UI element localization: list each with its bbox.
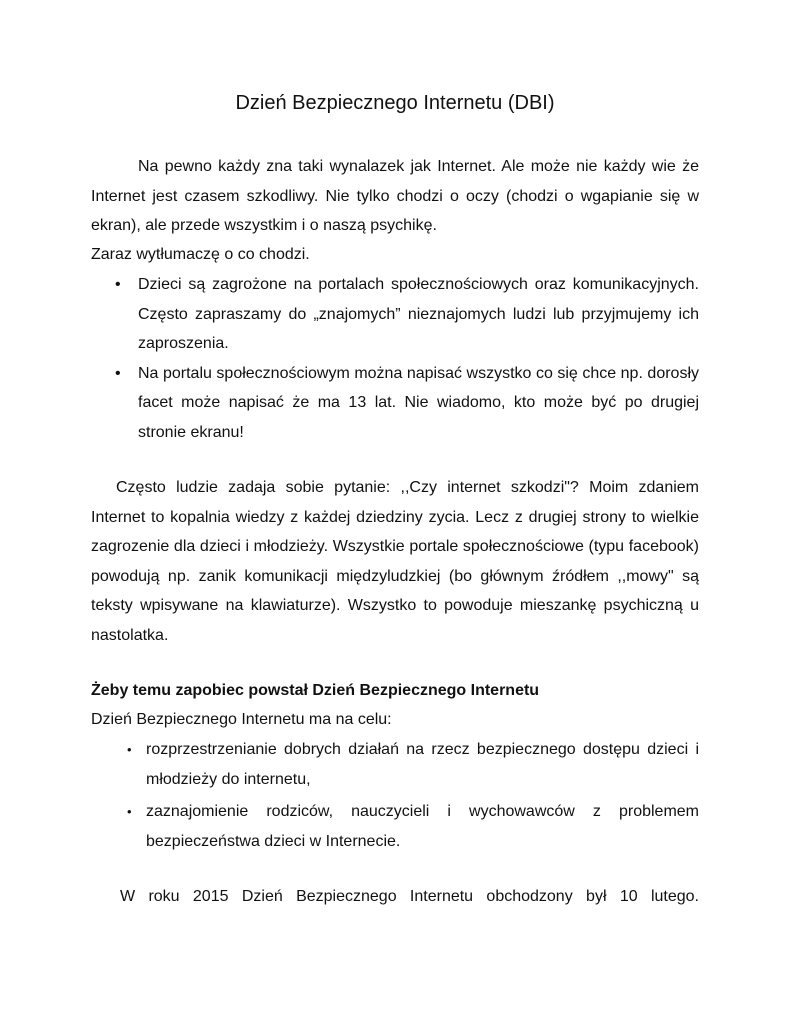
- section-heading: Żeby temu zapobiec powstał Dzień Bezpiecznego Internetu: [91, 682, 540, 699]
- list-item: [91, 735, 699, 794]
- bullet-icon: •: [115, 276, 121, 293]
- intro-followup: Zaraz wytłumaczę o co chodzi.: [91, 246, 310, 263]
- bullet-icon: •: [127, 742, 132, 757]
- list-item: [91, 359, 699, 448]
- risk-list: [91, 270, 699, 447]
- paragraph-opinion: Często ludzie zadaja sobie pytanie: ,,Czy internet szkodzi"? Moim zdaniem Internet to kopalnia wiedzy z każdej dziedziny zycia. Lecz z drugiej strony to wielkie zagrozenie dla dzieci i młodzieży. Wszystkie portale społecznościowe (typu facebook) powodują np. zanik komunikacji międzyludzkiej (bo głównym źródłem ,,mowy" są teksty wpisywane na klawiaturze). Wszystko to powoduje mieszankę psychiczną u nastolatka.: [91, 479, 699, 644]
- list-item-text: rozprzestrzenianie dobrych działań na rzecz bezpiecznego dostępu dzieci i młodzieży do internetu,: [146, 741, 699, 788]
- list-item-text: zaznajomienie rodziców, nauczycieli i wychowawców z problemem bezpieczeństwa dzieci w Internecie.: [146, 803, 699, 850]
- list-item-text: Na portalu społecznościowym można napisać wszystko co się chce np. dorosły facet może napisać że ma 13 lat. Nie wiadomo, kto może być po drugiej stronie ekranu!: [138, 364, 699, 441]
- list-item: [91, 797, 699, 856]
- final-line: W roku 2015 Dzień Bezpiecznego Internetu obchodzony był 10 lutego.: [120, 888, 699, 905]
- list-item-text: Dzieci są zagrożone na portalach społecznościowych oraz komunikacyjnych. Często zapraszamy do „znajomych” nieznajomych ludzi lub przyjmujemy ich zaproszenia.: [138, 276, 699, 352]
- goals-intro: Dzień Bezpiecznego Internetu ma na celu:: [91, 711, 392, 728]
- bullet-icon: •: [115, 364, 121, 382]
- bullet-icon: •: [127, 804, 132, 819]
- goals-list: [91, 735, 699, 859]
- list-item: [91, 270, 699, 359]
- intro-paragraph: Na pewno każdy zna taki wynalazek jak Internet. Ale może nie każdy wie że Internet jest czasem szkodliwy. Nie tylko chodzi o oczy (chodzi o wgapianie się w ekran), ale przede wszystkim i o naszą psychikę.: [91, 158, 699, 234]
- page-title: Dzień Bezpiecznego Internetu (DBI): [235, 92, 555, 114]
